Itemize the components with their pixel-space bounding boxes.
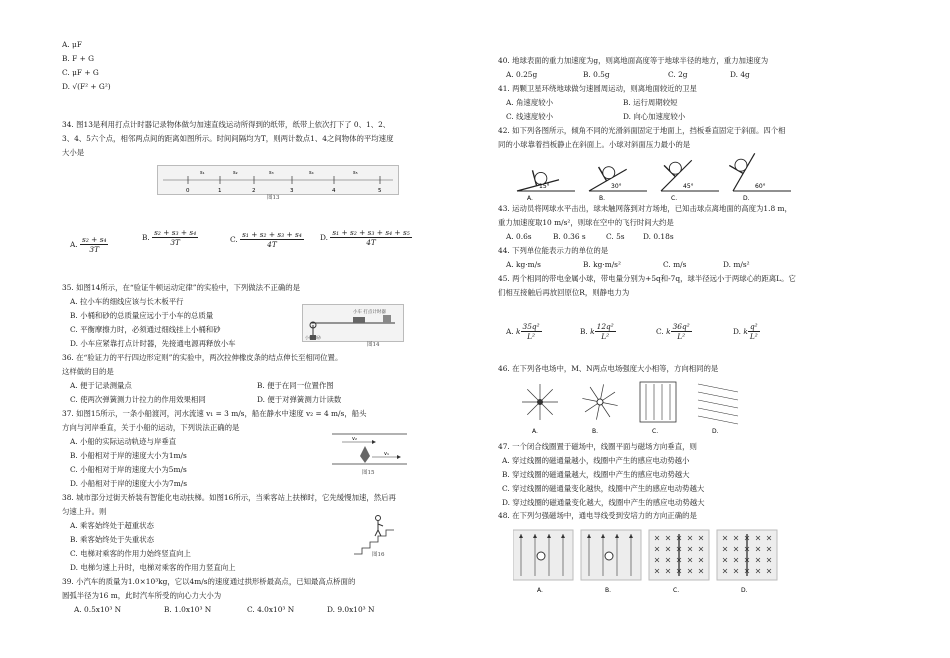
q42-text-1: 42. 如下列各图所示，倾角不同的光滑斜面固定于地面上，挡板垂直固定于斜面。四个相 xyxy=(498,126,786,135)
option-letter: D. xyxy=(320,232,331,242)
numerator: 35q² xyxy=(522,322,540,331)
q43-text-1: 43. 运动员将网球水平击出，球未触网落到对方场地，已知击球点离地面的高度为1.8 m， xyxy=(498,204,792,213)
denominator: L² xyxy=(749,332,758,342)
q35-option-c: C. 平衡摩擦力时，必须通过细线挂上小桶和砂 xyxy=(70,325,221,334)
tape-segment-label: s₁ xyxy=(200,170,205,176)
q44-text: 44. 下列单位能表示力的单位的是 xyxy=(498,246,609,255)
q41-option-b: B. 运行周期较短 xyxy=(623,98,678,107)
q34-tape-figure xyxy=(157,165,399,195)
numerator: s₂ + s₄ xyxy=(82,235,107,244)
q37-text-2: 方向与河岸垂直，关于小船的运动，下列说法正确的是 xyxy=(62,423,240,432)
numerator: s₂ + s₃ + s₄ xyxy=(154,228,197,237)
q45-text-2: 们相互接触后再放回原位R，则静电力为 xyxy=(498,288,630,297)
option-letter: C. xyxy=(230,234,241,244)
magnetic-letter: D. xyxy=(741,587,748,594)
field-letter: D. xyxy=(712,428,719,435)
q47-option-b: B. 穿过线圈的磁通量越大，线圈中产生的感应电动势越大 xyxy=(502,470,690,479)
fraction xyxy=(240,230,304,250)
tape-diagram xyxy=(158,166,398,194)
incline-diagram xyxy=(589,167,647,201)
incline-angle-label: 45° xyxy=(683,183,694,190)
q36-option-b: B. 便于在同一位置作图 xyxy=(257,381,334,390)
q34-figure-label: 图13 xyxy=(267,195,280,201)
q46-text: 46. 在下列各电场中，M、N两点电场强度大小相等，方向相同的是 xyxy=(498,364,719,373)
q39-text-2: 圆弧半径为16 m，此时汽车所受的向心力大小为 xyxy=(62,591,222,600)
denominator: 4T xyxy=(366,238,376,248)
q38-option-b: B. 乘客始终处于失重状态 xyxy=(70,535,155,544)
tape-tick-label: 3 xyxy=(290,188,294,194)
q37-option-c: C. 小船相对于岸的速度大小为5m/s xyxy=(70,465,187,474)
q36-option-a: A. 便于记录测量点 xyxy=(70,381,132,390)
numerator: 36q² xyxy=(672,322,690,331)
tape-segment-label: s₂ xyxy=(233,170,238,176)
fraction xyxy=(152,228,198,248)
q37-figure-label: 图15 xyxy=(362,470,375,476)
magnetic-diagram-b xyxy=(581,530,641,594)
magnetic-diagram-c xyxy=(649,530,709,594)
denominator: 3T xyxy=(170,238,180,248)
q37-option-d: D. 小船相对于岸的速度大小为7m/s xyxy=(70,479,188,488)
q37-option-a: A. 小船的实际运动轨迹与岸垂直 xyxy=(70,437,177,446)
denominator: 3T xyxy=(89,245,100,255)
option-letter: D. xyxy=(733,326,744,336)
q44-option-b: B. kg·m/s² xyxy=(583,260,621,269)
field-letter: B. xyxy=(592,428,599,435)
ball xyxy=(603,167,615,179)
q38-text-1: 38. 城市部分过街天桥装有智能化电动扶梯。如图16所示，当乘客站上扶梯时，它先缓慢加速，然后再 xyxy=(62,493,396,502)
q38-text-2: 匀速上升。则 xyxy=(62,507,107,516)
q36-text-2: 这样做的目的是 xyxy=(62,367,114,376)
q34-option-d xyxy=(320,228,412,248)
tape-segment-label: s₅ xyxy=(353,170,358,176)
fraction xyxy=(521,322,542,342)
q40-text: 40. 地球表面的重力加速度为g，则离地面高度等于地球半径的地方，重力加速度为 xyxy=(498,56,769,65)
field-diagram-a xyxy=(522,384,558,435)
incline-diagram xyxy=(661,160,719,201)
q41-option-a: A. 角速度较小 xyxy=(506,98,553,107)
tape-tick-label: 5 xyxy=(378,188,382,194)
option-letter: C. xyxy=(656,326,667,336)
incline-diagram xyxy=(729,153,791,201)
q33-option-b: B. F + G xyxy=(62,54,95,63)
q45-option-a xyxy=(506,322,542,342)
q34-text-3: 大小是 xyxy=(62,148,85,157)
q34-option-a xyxy=(70,235,108,255)
q45-text-1: 45. 两个相同的带电金属小球，带电量分别为+5q和-7q，球半径远小于两球心的距离L。它 xyxy=(498,274,796,283)
q33-option-c: C. μF + G xyxy=(62,68,99,77)
denominator: L² xyxy=(527,332,536,342)
q35-figure-top-text: 小车 打点计时器 xyxy=(353,310,386,315)
q33-option-d: D. √(F² + G²) xyxy=(62,82,111,91)
q38-option-a: A. 乘客始终处于超重状态 xyxy=(70,521,154,530)
q41-option-d: D. 向心加速度较小 xyxy=(623,112,686,121)
magnetic-diagram-a xyxy=(513,530,573,594)
tape-tick-label: 1 xyxy=(218,188,222,194)
ball xyxy=(669,162,681,174)
numerator: s₁ + s₂ + s₃ + s₄ + s₅ xyxy=(332,228,410,237)
fraction xyxy=(80,235,108,255)
q39-text-1: 39. 小汽车的质量为1.0×10³kg，它以4m/s的速度通过拱形桥最高点，已知最高点桥面的 xyxy=(62,577,356,586)
q48-text: 48. 在下列匀强磁场中，通电导线受到安培力的方向正确的是 xyxy=(498,511,697,520)
q34-text-1: 34. 图13是利用打点计时器记录物体做匀加速直线运动所得到的纸带，纸带上依次打下了 0、1、2、 xyxy=(62,120,391,129)
tape-tick-label: 0 xyxy=(186,188,190,194)
q34-option-c xyxy=(230,230,304,250)
q35-figure-bottom-text: 小桶和砂 xyxy=(305,335,321,340)
denominator: L² xyxy=(677,332,686,342)
q35-option-b: B. 小桶和砂的总质量应远小于小车的总质量 xyxy=(70,311,214,320)
incline-angle-label: 60° xyxy=(755,183,766,190)
q47-option-a: A. 穿过线圈的磁通量越小，线圈中产生的感应电动势越小 xyxy=(502,456,690,465)
ball xyxy=(735,159,747,171)
q43-option-c: C. 5s xyxy=(606,232,625,241)
q47-option-c: C. 穿过线圈的磁通量变化越快，线圈中产生的感应电动势越大 xyxy=(502,484,705,493)
incline-angle-label: 30° xyxy=(611,183,622,190)
field-letter: A. xyxy=(532,428,538,435)
option-letter: A. xyxy=(506,326,517,336)
q35-text: 35. 如图14所示，在“验证牛顿运动定律”的实验中，下列做法不正确的是 xyxy=(62,283,301,292)
q37-v2-label: v₂ xyxy=(352,436,357,442)
q34-text-2: 3、4、5六个点，相邻两点间的距离如图所示。时间间隔均为T，则两计数点1、4之间物体的平均速度 xyxy=(62,134,394,143)
incline-letter: D. xyxy=(743,195,750,201)
fraction xyxy=(330,228,411,248)
q45-option-b xyxy=(580,322,616,342)
field-letter: C. xyxy=(652,428,659,435)
q44-option-c: C. m/s xyxy=(663,260,687,269)
coulomb-k: k xyxy=(666,326,671,336)
numerator: s₁ + s₂ + s₃ + s₄ xyxy=(242,230,302,239)
magnetic-diagram-d xyxy=(717,530,777,594)
q41-option-c: C. 线速度较小 xyxy=(506,112,554,121)
q39-option-b: B. 1.0x10³ N xyxy=(164,605,212,614)
q44-option-d: D. m/s² xyxy=(723,260,750,269)
q41-text: 41. 两颗卫星环绕地球做匀速圆周运动，则离地面较近的卫星 xyxy=(498,84,697,93)
q35-option-d: D. 小车应紧靠打点计时器，先接通电源再释放小车 xyxy=(70,339,236,348)
incline-angle-label: 15° xyxy=(539,183,550,190)
denominator: 4T xyxy=(267,240,277,250)
q33-option-a: A. μF xyxy=(62,40,82,49)
incline-letter: A. xyxy=(527,195,533,201)
q37-text-1: 37. 如图15所示，一条小船渡河，河水流速 v₁ = 3 m/s，船在静水中速度 v₂ = 4 m/s，船头 xyxy=(62,409,367,418)
option-letter: A. xyxy=(70,239,81,249)
field-diagram-c xyxy=(640,382,676,435)
q36-text-1: 36. 在“验证力的平行四边形定则”的实验中，两次拉伸橡皮条的结点伸长至相同位置。 xyxy=(62,353,343,362)
q35-figure-label: 图14 xyxy=(367,342,380,348)
magnetic-letter: A. xyxy=(537,587,543,594)
river-diagram xyxy=(332,430,407,468)
q43-option-b: B. 0.36 s xyxy=(553,232,586,241)
incline-letter: B. xyxy=(599,195,606,201)
magnetic-letter: B. xyxy=(605,587,612,594)
q40-option-d: D. 4g xyxy=(730,70,750,79)
q36-option-d: D. 便于对弹簧测力计读数 xyxy=(257,395,342,404)
tape-tick-label: 2 xyxy=(252,188,256,194)
q47-option-d: D. 穿过线圈的磁通量变化越大，线圈中产生的感应电动势越大 xyxy=(502,498,705,507)
coulomb-k: k xyxy=(590,326,595,336)
fraction xyxy=(671,322,692,342)
q36-option-c: C. 使两次弹簧测力计拉力的作用效果相同 xyxy=(70,395,206,404)
q47-text: 47. 一个闭合线圈置于磁场中，线圈平面与磁场方向垂直，则 xyxy=(498,442,697,451)
q42-text-2: 同的小球靠着挡板静止在斜面上。小球对斜面压力最小的是 xyxy=(498,140,691,149)
q40-option-c: C. 2g xyxy=(668,70,688,79)
option-letter: B. xyxy=(580,326,591,336)
q35-cart-figure xyxy=(302,304,404,342)
q45-option-c xyxy=(656,322,692,342)
q46-field-diagrams xyxy=(518,378,788,436)
coulomb-k: k xyxy=(743,326,748,336)
field-diagram-b xyxy=(582,384,617,435)
q38-option-d: D. 电梯匀速上升时，电梯对乘客的作用力竖直向上 xyxy=(70,563,236,572)
q39-option-c: C. 4.0x10³ N xyxy=(247,605,295,614)
option-letter: B. xyxy=(142,232,153,242)
q37-river-figure xyxy=(332,430,407,468)
q48-magnetic-diagrams xyxy=(513,528,793,598)
q43-text-2: 重力加速度取10 m/s²，则球在空中的飞行时间大约是 xyxy=(498,218,674,227)
q45-option-d xyxy=(733,322,760,342)
incline-letter: C. xyxy=(671,195,678,201)
tape-segment-label: s₃ xyxy=(269,170,274,176)
fraction xyxy=(595,322,616,342)
q34-option-b xyxy=(142,228,198,248)
q43-option-d: D. 0.18s xyxy=(643,232,674,241)
q37-v1-label: v₁ xyxy=(384,451,389,457)
tape-tick-label: 4 xyxy=(332,188,336,194)
escalator-diagram xyxy=(352,512,397,556)
incline-diagram xyxy=(517,170,575,201)
denominator: L² xyxy=(601,332,610,342)
q40-option-b: B. 0.5g xyxy=(583,70,610,79)
q42-incline-diagrams xyxy=(513,153,813,201)
cart-diagram xyxy=(303,305,403,341)
q39-option-d: D. 9.0x10³ N xyxy=(327,605,375,614)
numerator: q² xyxy=(748,322,760,332)
q38-figure-label: 图16 xyxy=(372,552,385,558)
q43-option-a: A. 0.6s xyxy=(506,232,532,241)
q44-option-a: A. kg·m/s xyxy=(506,260,541,269)
q35-option-a: A. 拉小车的细线应该与长木板平行 xyxy=(70,297,184,306)
q39-option-a: A. 0.5x10³ N xyxy=(74,605,122,614)
coulomb-k: k xyxy=(516,326,521,336)
q40-option-a: A. 0.25g xyxy=(506,70,538,79)
tape-segment-label: s₄ xyxy=(309,170,314,176)
q37-option-b: B. 小船相对于岸的速度大小为1m/s xyxy=(70,451,187,460)
q38-option-c: C. 电梯对乘客的作用力始终竖直向上 xyxy=(70,549,191,558)
fraction xyxy=(748,322,760,342)
magnetic-letter: C. xyxy=(673,587,680,594)
q38-escalator-figure xyxy=(352,512,397,556)
numerator: 12q² xyxy=(596,322,614,331)
field-diagram-d xyxy=(698,384,738,435)
